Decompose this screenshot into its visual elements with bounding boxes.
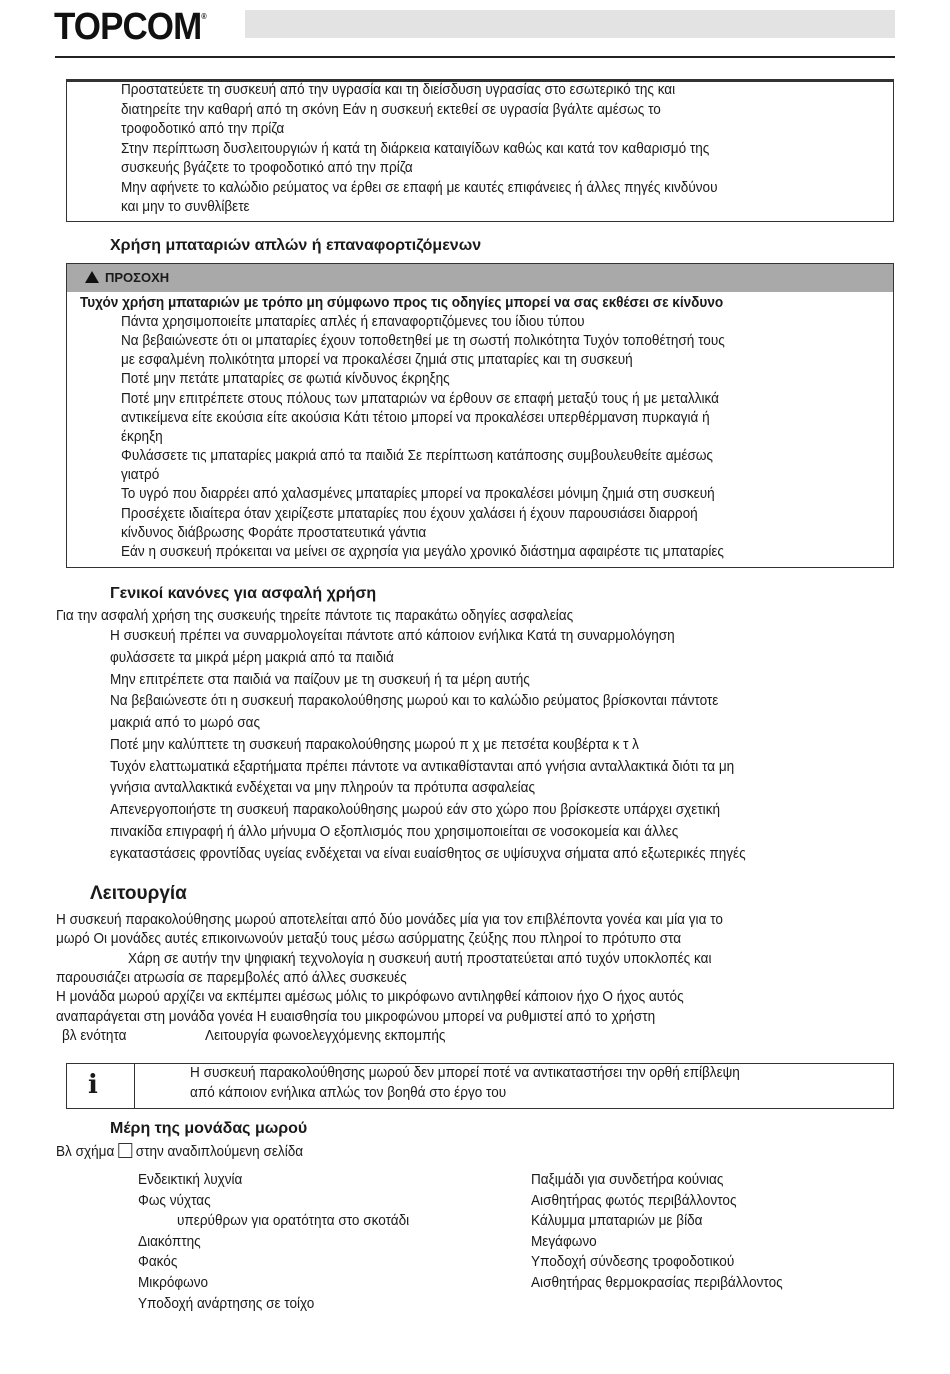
text-line: βλ ενότητα xyxy=(62,1028,127,1045)
text-line: Προστατεύετε τη συσκευή από την υγρασία και τη διείσδυση υγρασίας στο εσωτερικό της και xyxy=(121,82,676,98)
text-line: αντικείμενα είτε εκούσια είτε ακούσια Κάτι τέτοιο μπορεί να προκαλέσει υπερθέρμανση πυρκαγιά ή xyxy=(121,409,710,426)
text-line: από κάποιον ενήλικα απλώς τον βοηθά στο έργο του xyxy=(190,1084,507,1101)
text-line: Μικρόφωνο xyxy=(138,1275,209,1291)
text-line: Να βεβαιώνεστε ότι οι μπαταρίες έχουν τοποθετηθεί με τη σωστή πολικότητα Τυχόν τοποθέτησή τους xyxy=(121,333,725,350)
text-line: Απενεργοποιήστε τη συσκευή παρακολούθησης μωρού εάν στο χώρο που βρίσκεστε υπάρχει σχετική xyxy=(110,802,721,818)
text-line: τροφοδοτικό από την πρίζα xyxy=(121,121,285,137)
general-intro: Για την ασφαλή χρήση της συσκευής τηρείτε πάντοτε τις παρακάτω οδηγίες ασφαλείας xyxy=(56,608,574,624)
text-line: Προσέχετε ιδιαίτερα όταν χειρίζεστε μπαταρίες που έχουν χαλάσει ή έχουν παρουσιάσει διαρροή xyxy=(121,505,698,522)
warning-intro: Τυχόν χρήση μπαταριών με τρόπο μη σύμφωνο προς τις οδηγίες μπορεί να σας εκθέσει σε κίνδυνο xyxy=(80,295,724,311)
text-line: Μην αφήνετε το καλώδιο ρεύματος να έρθει σε επαφή με καυτές επιφάνειες ή άλλες πηγές κινδύνου xyxy=(121,179,718,196)
text-line: κίνδυνος διάβρωσης Φοράτε προστατευτικά γάντια xyxy=(121,524,427,541)
header-bar xyxy=(245,10,895,38)
warning-header xyxy=(67,264,893,292)
general-heading: Γενικοί κανόνες για ασφαλή χρήση xyxy=(110,585,377,602)
parts-reference xyxy=(56,1143,303,1160)
text-line: μακριά από το μωρό σας xyxy=(110,715,261,731)
header-rule xyxy=(55,56,895,58)
operation-heading: Λειτουργία xyxy=(90,883,187,904)
text-line: Ποτέ μην καλύπτετε τη συσκευή παρακολούθησης μωρού π χ με πετσέτα κουβέρτα κ τ λ xyxy=(110,736,639,753)
figure-box-icon xyxy=(118,1143,132,1158)
text-line: Η συσκευή παρακολούθησης μωρού αποτελείται από δύο μονάδες μία για τον επιβλέποντα γονέα και μία για το xyxy=(56,912,723,928)
text-line: Φυλάσσετε τις μπαταρίες μακριά από τα παιδιά Σε περίπτωση κατάποσης συμβουλευθείτε αμέσως xyxy=(121,448,713,465)
text-line: γιατρό xyxy=(121,467,160,484)
text-line: Εάν η συσκευή πρόκειται να μείνει σε αχρησία για μεγάλο χρονικό διάστημα αφαιρέστε τις μπαταρίες xyxy=(121,543,724,560)
text-line: Χάρη σε αυτήν την ψηφιακή τεχνολογία η συσκευή αυτή προστατεύεται από τυχόν υποκλοπές και xyxy=(128,950,712,967)
parts-heading: Μέρη της μονάδας μωρού xyxy=(110,1120,308,1137)
info-icon: i xyxy=(88,1070,98,1100)
text-line: φυλάσσετε τα μικρά μέρη μακριά από τα παιδιά xyxy=(110,649,394,666)
text-line: Η μονάδα μωρού αρχίζει να εκπέμπει αμέσως μόλις το μικρόφωνο αντιληφθεί κάποιον ήχο Ο ήχος αυτός xyxy=(56,989,684,1006)
text-line: γνήσια ανταλλακτικά ενδέχεται να μην πληρούν τα πρότυπα ασφαλείας xyxy=(110,780,535,797)
warning-label: ΠΡΟΣΟΧΗ xyxy=(105,270,170,285)
battery-heading: Χρήση μπαταριών απλών ή επαναφορτιζόμενων xyxy=(110,237,482,254)
text-line: Τυχόν ελαττωματικά εξαρτήματα πρέπει πάντοτε να αντικαθίστανται από γνήσια ανταλλακτικά διότι τα μη xyxy=(110,758,735,775)
text-line: Το υγρό που διαρρέει από χαλασμένες μπαταρίες μπορεί να προκαλέσει μόνιμη ζημιά στη συσκευή xyxy=(121,486,715,503)
text-line: παρουσιάζει ατρωσία σε παρεμβολές από άλλες συσκευές xyxy=(56,970,407,987)
text-line: Η συσκευή παρακολούθησης μωρού δεν μπορεί ποτέ να αντικαταστήσει την ορθή επίβλεψη xyxy=(190,1065,740,1081)
text-line: Αισθητήρας θερμοκρασίας περιβάλλοντος xyxy=(531,1275,783,1291)
ref-prefix: Βλ σχήμα xyxy=(56,1144,115,1160)
text-line: έκρηξη xyxy=(121,428,163,445)
logo-text: TOPCOM xyxy=(54,6,202,48)
text-line: Υποδοχή ανάρτησης σε τοίχο xyxy=(138,1295,315,1312)
warning-icon xyxy=(85,271,99,283)
text-line: Στην περίπτωση δυσλειτουργιών ή κατά τη διάρκεια καταιγίδων καθώς και κατά τον καθαρισμό της xyxy=(121,140,710,157)
text-line: Λειτουργία φωνοελεγχόμενης εκπομπής xyxy=(205,1028,446,1045)
ref-suffix: στην αναδιπλούμενη σελίδα xyxy=(135,1144,304,1160)
text-line: Να βεβαιώνεστε ότι η συσκευή παρακολούθησης μωρού και το καλώδιο ρεύματος βρίσκονται πάντοτε xyxy=(110,693,719,710)
text-line: εγκαταστάσεις φροντίδας υγείας ενδέχεται να είναι ευαίσθητος σε υψίσυχνα σήματα από εξωτερικές πηγές xyxy=(110,845,746,862)
topcom-logo xyxy=(54,6,206,49)
text-line: διατηρείτε την καθαρή από τη σκόνη Εάν η συσκευή εκτεθεί σε υγρασία βγάλτε αμέσως το xyxy=(121,101,661,118)
text-line: Διακόπτης xyxy=(138,1233,201,1250)
text-line: Υποδοχή σύνδεσης τροφοδοτικού xyxy=(531,1254,735,1271)
text-line: υπερύθρων για ορατότητα στο σκοτάδι xyxy=(177,1213,410,1230)
text-line: Φως νύχτας xyxy=(138,1192,211,1209)
text-line: Πάντα χρησιμοποιείτε μπαταρίες απλές ή επαναφορτιζόμενες του ίδιου τύπου xyxy=(121,314,585,330)
text-line: Μεγάφωνο xyxy=(531,1233,597,1250)
text-line: Αισθητήρας φωτός περιβάλλοντος xyxy=(531,1192,737,1209)
text-line: Ποτέ μην επιτρέπετε στους πόλους των μπαταριών να έρθουν σε επαφή μεταξύ τους ή με μεταλλικά xyxy=(121,390,719,407)
text-line: Παξιμάδι για συνδετήρα κούνιας xyxy=(531,1172,724,1188)
text-line: με εσφαλμένη πολικότητα μπορεί να προκαλέσει ζημιά στις μπαταρίες και τη συσκευή xyxy=(121,352,633,369)
text-line: Ενδεικτική λυχνία xyxy=(138,1172,243,1188)
text-line: αναπαράγεται στη μονάδα γονέα Η ευαισθησία του μικροφώνου μπορεί να ρυθμιστεί από το χρήστη xyxy=(56,1008,656,1025)
text-line: μωρό Οι μονάδες αυτές επικοινωνούν μεταξύ τους μέσω ασύρματης ζεύξης που πληροί το πρότυπο στα xyxy=(56,931,682,948)
text-line: Ποτέ μην πετάτε μπαταρίες σε φωτιά κίνδυνος έκρηξης xyxy=(121,371,450,388)
text-line: Η συσκευή πρέπει να συναρμολογείται πάντοτε από κάποιον ενήλικα Κατά τη συναρμολόγηση xyxy=(110,628,675,644)
text-line: συσκευής βγάζετε το τροφοδοτικό από την πρίζα xyxy=(121,160,413,176)
text-line: Φακός xyxy=(138,1254,178,1271)
text-line: και μην το συνθλίβετε xyxy=(121,199,250,215)
registered-mark: ® xyxy=(201,12,206,21)
text-line: Μην επιτρέπετε στα παιδιά να παίζουν με τη συσκευή ή τα μέρη αυτής xyxy=(110,671,530,688)
info-divider xyxy=(134,1063,135,1108)
text-line: πινακίδα επιγραφή ή άλλο μήνυμα Ο εξοπλισμός που χρησιμοποιείται σε νοσοκομεία και άλλες xyxy=(110,823,679,840)
text-line: Κάλυμμα μπαταριών με βίδα xyxy=(531,1213,703,1230)
